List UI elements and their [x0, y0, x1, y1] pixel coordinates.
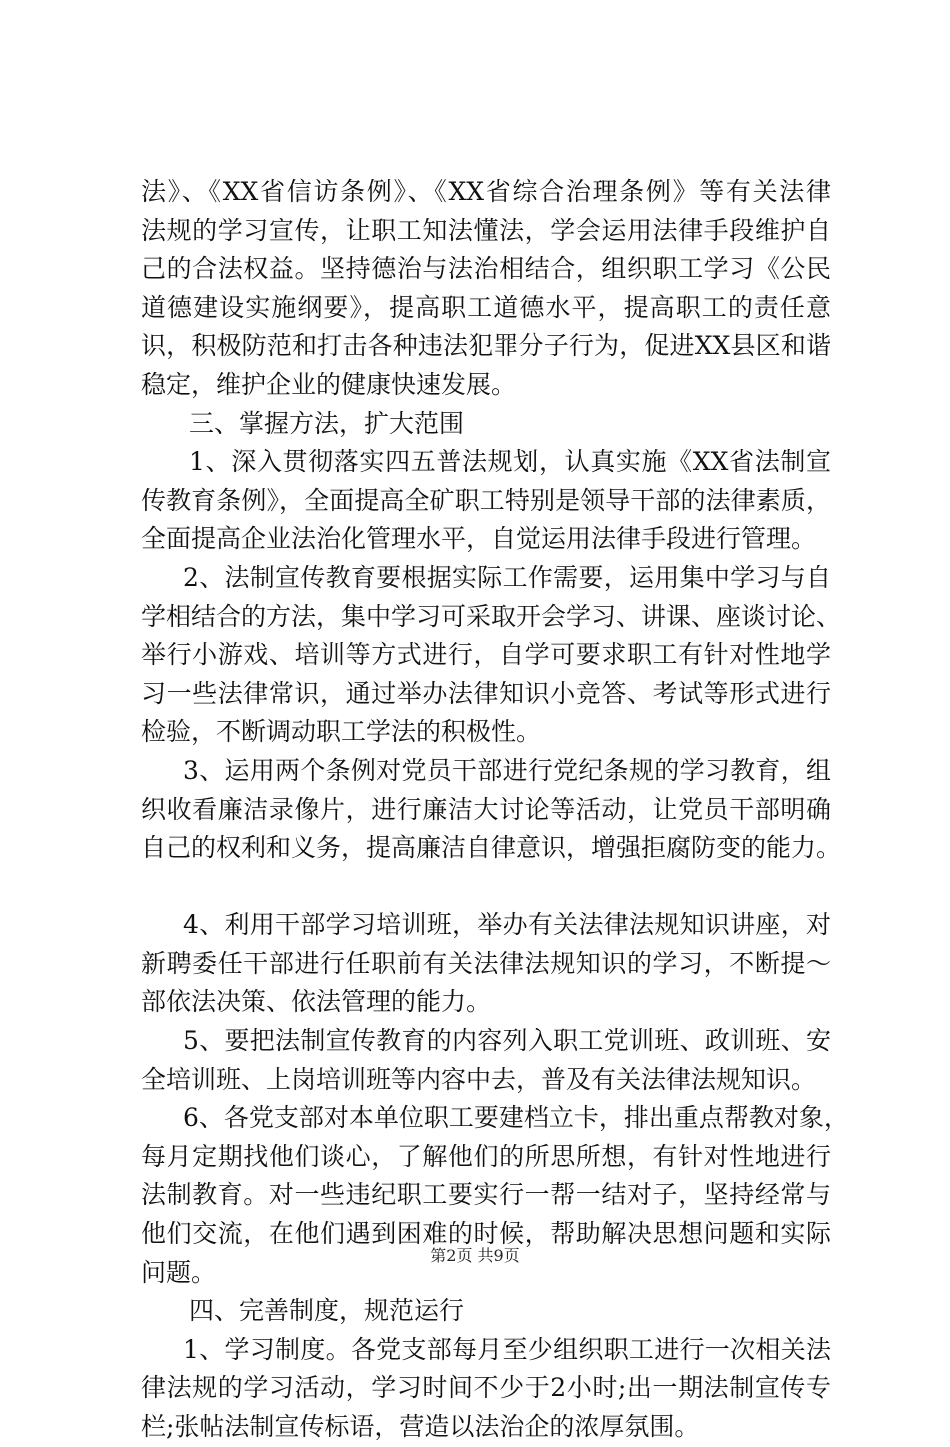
- text-line: 问题。: [141, 1257, 217, 1287]
- text-line: 举行小游戏、培训等方式进行，自学可要求职工有针对性地学: [141, 640, 831, 670]
- text-line: 律法规的学习活动，学习时间不少于2小时;出一期法制宣传专: [141, 1373, 831, 1403]
- text-line: 栏;张帖法制宣传标语，营造以法治企的浓厚氛围。: [141, 1412, 700, 1441]
- text-line: 新聘委任干部进行任职前有关法律法规知识的学习，不断提～: [141, 948, 831, 978]
- text-line: 3、运用两个条例对党员干部进行党纪条规的学习教育，组: [183, 755, 831, 785]
- text-line: 检验，不断调动职工学法的积极性。: [141, 717, 542, 747]
- section-heading: 三、掌握方法，扩大范围: [189, 408, 465, 438]
- text-line: 4、利用干部学习培训班，举办有关法律法规知识讲座，对: [183, 910, 831, 940]
- text-line: 每月定期找他们谈心，了解他们的所思所想，有针对性地进行: [141, 1141, 831, 1171]
- text-line: 织收看廉洁录像片，进行廉洁大讨论等活动，让党员干部明确: [141, 794, 831, 824]
- text-line: 5、要把法制宣传教育的内容列入职工党训班、政训班、安: [183, 1026, 831, 1056]
- text-line: 部依法决策、依法管理的能力。: [141, 987, 492, 1017]
- text-line: 法规的学习宣传，让职工知法懂法，学会运用法律手段维护自: [141, 215, 831, 245]
- text-line: 6、各党支部对本单位职工要建档立卡，排出重点帮教对象，: [183, 1103, 849, 1133]
- blank-line: [141, 868, 831, 907]
- section-heading: 四、完善制度，规范运行: [189, 1296, 465, 1326]
- text-line: 法制教育。对一些违纪职工要实行一帮一结对子，坚持经常与: [141, 1180, 831, 1210]
- text-line: 稳定，维护企业的健康快速发展。: [141, 369, 517, 399]
- text-line: 1、学习制度。各党支部每月至少组织职工进行一次相关法: [183, 1334, 831, 1364]
- text-line: 法》、《XX省信访条例》、《XX省综合治理条例》等有关法律: [141, 177, 831, 206]
- text-line: 己的合法权益。坚持德治与法治相结合，组织职工学习《公民: [141, 254, 831, 284]
- text-line: 2、法制宣传教育要根据实际工作需要，运用集中学习与自: [183, 562, 831, 592]
- text-line: 全面提高企业法治化管理水平，自觉运用法律手段进行管理。: [141, 524, 817, 554]
- text-line: 习一些法律常识，通过举办法律知识小竞答、考试等形式进行: [141, 678, 831, 708]
- text-line: 传教育条例》，全面提高全矿职工特别是领导干部的法律素质，: [141, 485, 831, 515]
- text-line: 1、深入贯彻落实四五普法规划，认真实施《XX省法制宣: [189, 447, 831, 477]
- page-number-label: 第2页 共9页: [430, 1246, 520, 1265]
- text-line: 他们交流，在他们遇到困难的时候，帮助解决思想问题和实际: [141, 1219, 831, 1249]
- text-line: 全培训班、上岗培训班等内容中去，普及有关法律法规知识。: [141, 1064, 817, 1094]
- text-line: 识，积极防范和打击各种违法犯罪分子行为，促进XX县区和谐: [141, 331, 831, 361]
- text-line: 道德建设实施纲要》，提高职工道德水平，提高职工的责任意: [141, 292, 831, 322]
- text-line: 学相结合的方法，集中学习可采取开会学习、讲课、座谈讨论、: [141, 601, 842, 631]
- page-footer: [0, 1243, 950, 1266]
- text-line: 自己的权利和义务，提高廉洁自律意识，增强拒腐防变的能力。: [141, 833, 842, 863]
